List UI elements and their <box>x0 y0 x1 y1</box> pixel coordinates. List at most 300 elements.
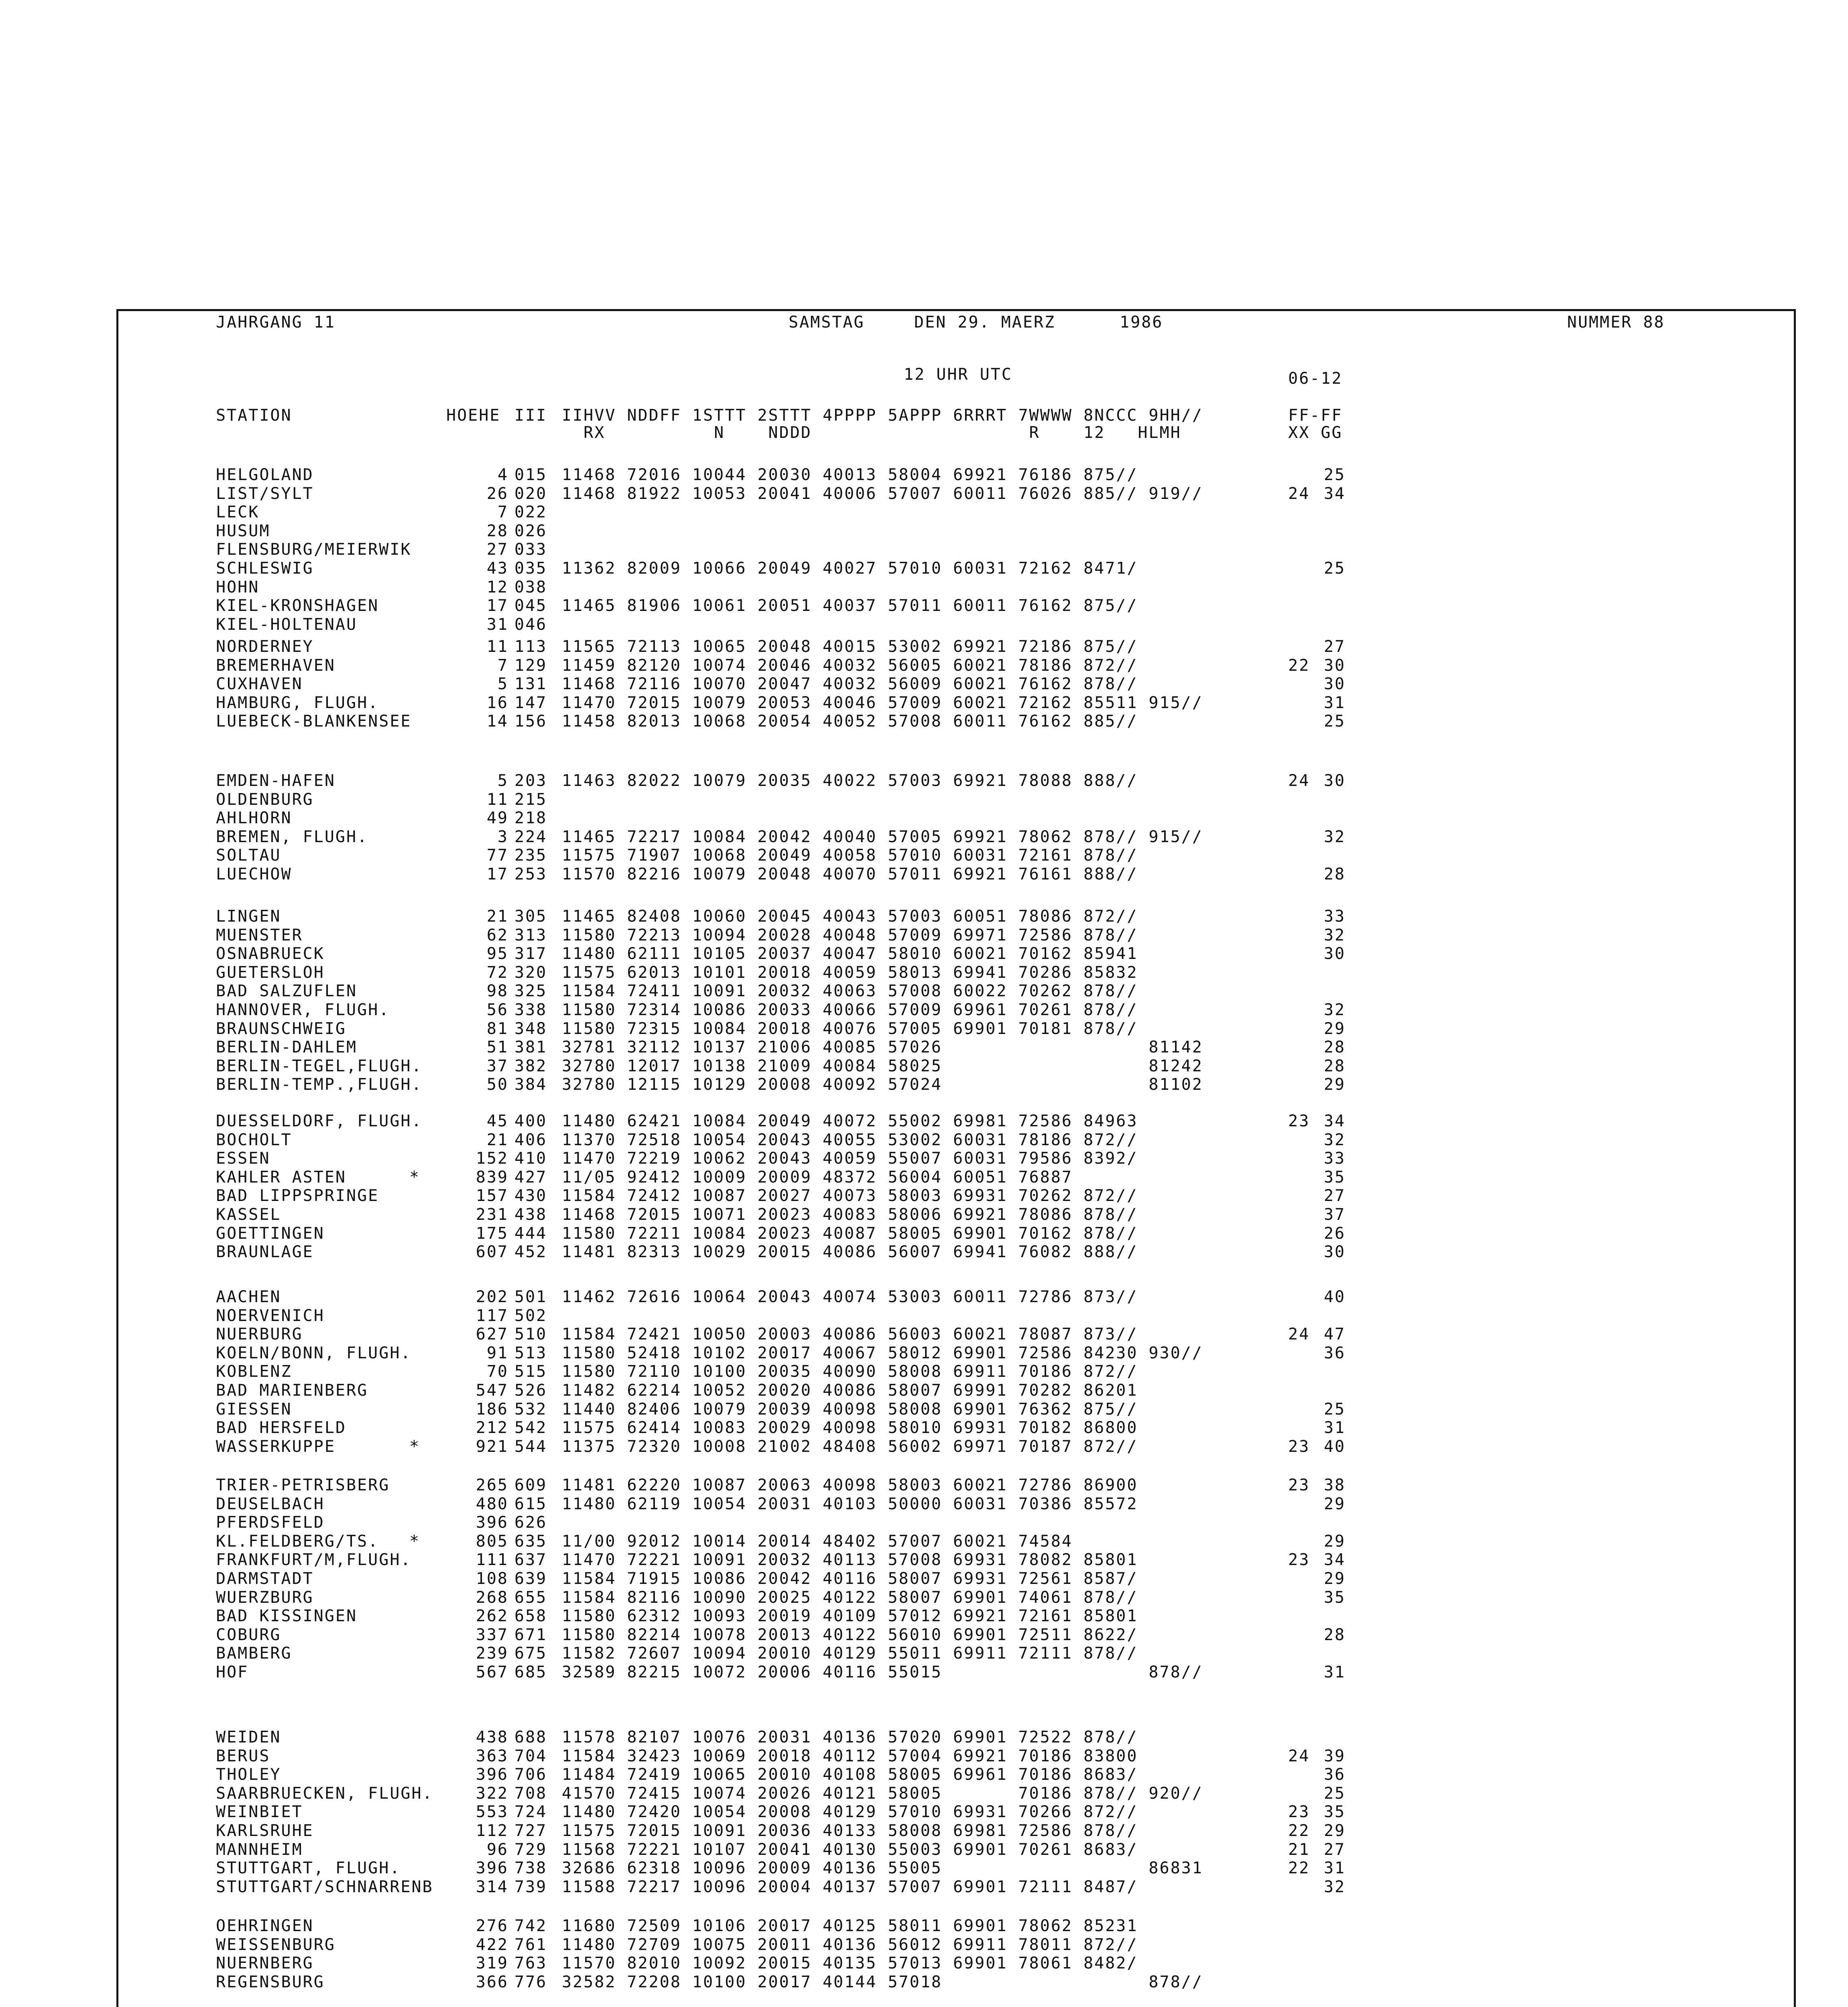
station-row <box>0 846 1848 865</box>
synop-codes: 11580 72213 10094 20028 40048 57009 69971 72586 878// <box>562 926 1138 944</box>
station-hoehe: 438 <box>476 1728 508 1746</box>
station-row <box>0 1728 1848 1746</box>
station-row <box>0 1878 1848 1896</box>
station-row <box>0 1437 1848 1456</box>
range-label: 06-12 <box>1288 369 1343 388</box>
station-name: THOLEY <box>216 1765 281 1784</box>
synop-codes: 11580 52418 10102 20017 40067 58012 69901 72586 84230 930// <box>562 1344 1203 1362</box>
gust-ff: 22 <box>1288 656 1310 675</box>
station-header: STATION <box>216 406 292 425</box>
gust-ff: 22 <box>1288 1822 1310 1840</box>
station-row <box>0 1513 1848 1532</box>
synop-codes: 11/00 92012 10014 20014 48402 57007 60021 74584 <box>562 1532 1073 1551</box>
station-name: NORDERNEY <box>216 637 314 656</box>
gust-gg: 30 <box>1323 944 1346 963</box>
station-hoehe: 805 <box>476 1532 508 1551</box>
gust-gg: 25 <box>1323 1400 1346 1419</box>
gust-gg: 35 <box>1323 1588 1346 1607</box>
station-name: DARMSTADT <box>216 1569 314 1588</box>
gust-gg: 28 <box>1323 1057 1346 1075</box>
station-name: NOERVENICH <box>216 1307 325 1325</box>
station-iii: 156 <box>514 712 547 731</box>
synop-codes: 11480 72420 10054 20008 40129 57010 69931 70266 872// <box>562 1803 1138 1821</box>
station-name: WEISSENBURG <box>216 1936 335 1954</box>
synop-codes: 11580 72315 10084 20018 40076 57005 69901 70181 878// <box>562 1020 1138 1038</box>
station-hoehe: 51 <box>486 1038 508 1056</box>
hoehe-header: HOEHE <box>446 406 501 425</box>
gust-ff: 23 <box>1288 1437 1310 1456</box>
station-iii: 685 <box>514 1663 547 1681</box>
gust-gg: 47 <box>1323 1325 1346 1343</box>
station-row <box>0 1495 1848 1513</box>
date: DEN 29. MAERZ <box>914 313 1056 332</box>
station-iii: 215 <box>514 790 547 809</box>
station-name: MANNHEIM <box>216 1840 303 1859</box>
station-iii: 015 <box>514 466 547 484</box>
station-row <box>0 637 1848 656</box>
synop-codes: 11480 62111 10105 20037 40047 58010 60021 70162 85941 <box>562 944 1138 963</box>
synop-codes: 11462 72616 10064 20043 40074 53003 60011 72786 873// <box>562 1288 1138 1306</box>
station-hoehe: 3 <box>497 828 508 846</box>
station-name: KIEL-HOLTENAU <box>216 615 358 634</box>
synop-codes: 11580 82214 10078 20013 40122 56010 69901 72511 8622/ <box>562 1626 1138 1644</box>
station-name: BREMEN, FLUGH. <box>216 828 368 846</box>
station-hoehe: 91 <box>486 1344 508 1362</box>
station-row <box>0 1803 1848 1821</box>
station-iii: 738 <box>514 1859 547 1877</box>
station-row <box>0 1644 1848 1663</box>
station-iii: 452 <box>514 1243 547 1261</box>
station-iii: 035 <box>514 559 547 578</box>
station-name: WEINBIET <box>216 1803 303 1821</box>
station-row <box>0 712 1848 731</box>
synop-codes: 11584 72411 10091 20032 40063 57008 60022 70262 878// <box>562 982 1138 1000</box>
station-iii: 729 <box>514 1840 547 1859</box>
synop-codes: 11588 72217 10096 20004 40137 57007 69901 72111 8487/ <box>562 1878 1138 1896</box>
synop-codes: 11375 72320 10008 21002 48408 56002 69971 70187 872// <box>562 1437 1138 1456</box>
gust-gg: 33 <box>1323 1149 1346 1168</box>
station-row <box>0 1588 1848 1607</box>
station-hoehe: 839 <box>476 1168 508 1187</box>
station-name: KOBLENZ <box>216 1362 292 1381</box>
station-row <box>0 1307 1848 1325</box>
station-name: GOETTINGEN <box>216 1224 325 1243</box>
station-name: FRANKFURT/M,FLUGH. <box>216 1551 412 1569</box>
synop-codes: 11468 81922 10053 20041 40006 57007 60011 76026 885// 919// <box>562 484 1203 503</box>
station-iii: 400 <box>514 1112 547 1130</box>
station-iii: 739 <box>514 1878 547 1896</box>
station-row <box>0 982 1848 1000</box>
gust-gg: 28 <box>1323 1626 1346 1644</box>
station-row <box>0 1532 1848 1551</box>
synop-codes: 11580 62312 10093 20019 40109 57012 69921 72161 85801 <box>562 1607 1138 1625</box>
station-name: MUENSTER <box>216 926 303 944</box>
gust-gg: 31 <box>1323 1859 1346 1877</box>
day: SAMSTAG <box>789 313 865 332</box>
synop-codes: 11370 72518 10054 20043 40055 53002 60031 78186 872// <box>562 1131 1138 1149</box>
station-hoehe: 45 <box>486 1112 508 1130</box>
station-iii: 113 <box>514 637 547 656</box>
station-hoehe: 7 <box>497 656 508 675</box>
station-row <box>0 1381 1848 1400</box>
station-name: SAARBRUECKEN, FLUGH. <box>216 1784 433 1803</box>
gust-gg: 27 <box>1323 1187 1346 1205</box>
station-iii: 706 <box>514 1765 547 1784</box>
gust-gg: 29 <box>1323 1532 1346 1551</box>
station-name: DEUSELBACH <box>216 1495 325 1513</box>
gust-ff: 23 <box>1288 1112 1310 1130</box>
station-hoehe: 72 <box>486 963 508 982</box>
station-hoehe: 50 <box>486 1075 508 1094</box>
synop-codes: 32780 12115 10129 20008 40092 57024 81102 <box>562 1075 1203 1094</box>
station-hoehe: 17 <box>486 865 508 883</box>
station-hoehe: 81 <box>486 1020 508 1038</box>
gust-gg: 25 <box>1323 559 1346 578</box>
station-row <box>0 1344 1848 1362</box>
synop-codes: 11468 72015 10071 20023 40083 58006 69921 78086 878// <box>562 1205 1138 1224</box>
station-name: BREMERHAVEN <box>216 656 335 675</box>
ff-header-1: FF-FF <box>1288 406 1343 425</box>
station-name: HUSUM <box>216 522 270 540</box>
station-row <box>0 484 1848 503</box>
station-hoehe: 276 <box>476 1917 508 1935</box>
station-row <box>0 1224 1848 1243</box>
station-hoehe: 17 <box>486 596 508 615</box>
station-iii: 513 <box>514 1344 547 1362</box>
gust-gg: 25 <box>1323 712 1346 731</box>
station-iii: 320 <box>514 963 547 982</box>
gust-gg: 35 <box>1323 1803 1346 1821</box>
station-name: LIST/SYLT <box>216 484 314 503</box>
station-hoehe: 396 <box>476 1859 508 1877</box>
station-row <box>0 466 1848 484</box>
station-hoehe: 314 <box>476 1878 508 1896</box>
station-iii: 671 <box>514 1626 547 1644</box>
synop-codes: 11468 72016 10044 20030 40013 58004 69921 76186 875// <box>562 466 1138 484</box>
station-row <box>0 1765 1848 1784</box>
station-iii: 639 <box>514 1569 547 1588</box>
station-iii: 410 <box>514 1149 547 1168</box>
gust-gg: 32 <box>1323 1001 1346 1019</box>
synop-codes: 11470 72015 10079 20053 40046 57009 60021 72162 85511 915// <box>562 694 1203 712</box>
station-row <box>0 1149 1848 1168</box>
bergstation-mark: * <box>409 1437 421 1456</box>
station-iii: 704 <box>514 1747 547 1765</box>
station-iii: 526 <box>514 1381 547 1400</box>
station-row <box>0 1419 1848 1437</box>
gust-ff: 24 <box>1288 1325 1310 1343</box>
gust-gg: 32 <box>1323 1131 1346 1149</box>
station-hoehe: 111 <box>476 1551 508 1569</box>
nummer: NUMMER 88 <box>1567 313 1665 332</box>
station-hoehe: 547 <box>476 1381 508 1400</box>
gust-gg: 31 <box>1323 1663 1346 1681</box>
gust-gg: 29 <box>1323 1075 1346 1094</box>
station-row <box>0 790 1848 809</box>
station-iii: 338 <box>514 1001 547 1019</box>
station-name: LUECHOW <box>216 865 292 883</box>
station-row <box>0 1325 1848 1343</box>
station-hoehe: 11 <box>486 790 508 809</box>
synop-codes: 11465 81906 10061 20051 40037 57011 60011 76162 875// <box>562 596 1138 615</box>
station-iii: 763 <box>514 1954 547 1972</box>
station-name: KOELN/BONN, FLUGH. <box>216 1344 412 1362</box>
station-name: HAMBURG, FLUGH. <box>216 694 379 712</box>
station-hoehe: 16 <box>486 694 508 712</box>
station-row <box>0 828 1848 846</box>
station-row <box>0 503 1848 521</box>
synop-codes: 11480 62119 10054 20031 40103 50000 60031 70386 85572 <box>562 1495 1138 1513</box>
station-iii: 742 <box>514 1917 547 1935</box>
synop-codes: 11584 72412 10087 20027 40073 58003 69931 70262 872// <box>562 1187 1138 1205</box>
station-iii: 510 <box>514 1325 547 1343</box>
station-name: HELGOLAND <box>216 466 314 484</box>
station-iii: 384 <box>514 1075 547 1094</box>
synop-codes: 41570 72415 10074 20026 40121 58005 70186 878// 920// <box>562 1784 1203 1803</box>
station-name: KASSEL <box>216 1205 281 1224</box>
station-hoehe: 319 <box>476 1954 508 1972</box>
station-row <box>0 1057 1848 1075</box>
station-iii: 317 <box>514 944 547 963</box>
synop-codes: 11482 62214 10052 20020 40086 58007 69991 70282 86201 <box>562 1381 1138 1400</box>
synop-codes: 11575 62013 10101 20018 40059 58013 69941 70286 85832 <box>562 963 1138 982</box>
station-hoehe: 175 <box>476 1224 508 1243</box>
station-name: SCHLESWIG <box>216 559 314 578</box>
station-name: BAD HERSFELD <box>216 1419 346 1437</box>
gust-gg: 25 <box>1323 1784 1346 1803</box>
station-row <box>0 1936 1848 1954</box>
station-name: LINGEN <box>216 907 281 926</box>
gust-gg: 27 <box>1323 637 1346 656</box>
synop-codes: 11470 72221 10091 20032 40113 57008 69931 78082 85801 <box>562 1551 1138 1569</box>
station-row <box>0 1038 1848 1056</box>
station-row <box>0 1131 1848 1149</box>
station-iii: 776 <box>514 1973 547 1991</box>
synop-codes: 11440 82406 10079 20039 40098 58008 69901 76362 875// <box>562 1400 1138 1419</box>
station-iii: 022 <box>514 503 547 521</box>
synop-codes: 11584 72421 10050 20003 40086 56003 60021 78087 873// <box>562 1325 1138 1343</box>
year: 1986 <box>1120 313 1163 332</box>
station-name: BAD SALZUFLEN <box>216 982 358 1000</box>
station-hoehe: 108 <box>476 1569 508 1588</box>
station-hoehe: 26 <box>486 484 508 503</box>
station-iii: 708 <box>514 1784 547 1803</box>
station-iii: 026 <box>514 522 547 540</box>
station-name: BAD LIPPSPRINGE <box>216 1187 379 1205</box>
station-iii: 406 <box>514 1131 547 1149</box>
gust-gg: 30 <box>1323 1243 1346 1261</box>
station-hoehe: 14 <box>486 712 508 731</box>
synop-codes: 11584 71915 10086 20042 40116 58007 69931 72561 8587/ <box>562 1569 1138 1588</box>
station-name: BAMBERG <box>216 1644 292 1663</box>
station-row <box>0 656 1848 675</box>
station-row <box>0 1288 1848 1306</box>
station-iii: 045 <box>514 596 547 615</box>
station-row <box>0 1607 1848 1625</box>
station-iii: 325 <box>514 982 547 1000</box>
station-iii: 626 <box>514 1513 547 1532</box>
station-hoehe: 202 <box>476 1288 508 1306</box>
synop-codes: 11465 72217 10084 20042 40040 57005 69921 78062 878// 915// <box>562 828 1203 846</box>
station-row <box>0 596 1848 615</box>
synop-codes: 11580 72314 10086 20033 40066 57009 69961 70261 878// <box>562 1001 1138 1019</box>
station-name: STUTTGART, FLUGH. <box>216 1859 401 1877</box>
station-hoehe: 117 <box>476 1307 508 1325</box>
station-iii: 502 <box>514 1307 547 1325</box>
gust-gg: 30 <box>1323 656 1346 675</box>
station-hoehe: 553 <box>476 1803 508 1821</box>
station-name: NUERNBERG <box>216 1954 314 1972</box>
gust-ff: 24 <box>1288 484 1310 503</box>
station-name: OSNABRUECK <box>216 944 325 963</box>
station-iii: 253 <box>514 865 547 883</box>
station-name: AHLHORN <box>216 809 292 827</box>
station-row <box>0 1663 1848 1681</box>
station-hoehe: 56 <box>486 1001 508 1019</box>
station-hoehe: 112 <box>476 1822 508 1840</box>
station-name: BERUS <box>216 1747 270 1765</box>
station-row <box>0 1973 1848 1991</box>
station-iii: 348 <box>514 1020 547 1038</box>
station-hoehe: 27 <box>486 540 508 559</box>
station-hoehe: 5 <box>497 771 508 790</box>
station-row <box>0 1917 1848 1935</box>
synop-codes: 11568 72221 10107 20041 40130 55003 69901 70261 8683/ <box>562 1840 1138 1859</box>
station-row <box>0 1400 1848 1419</box>
station-hoehe: 98 <box>486 982 508 1000</box>
synop-codes: 11484 72419 10065 20010 40108 58005 69961 70186 8683/ <box>562 1765 1138 1784</box>
station-name: TRIER-PETRISBERG <box>216 1476 390 1494</box>
station-row <box>0 771 1848 790</box>
synop-codes: 11458 82013 10068 20054 40052 57008 60011 76162 885// <box>562 712 1138 731</box>
station-hoehe: 607 <box>476 1243 508 1261</box>
station-hoehe: 37 <box>486 1057 508 1075</box>
station-row <box>0 1551 1848 1569</box>
station-hoehe: 43 <box>486 559 508 578</box>
station-hoehe: 366 <box>476 1973 508 1991</box>
station-row <box>0 540 1848 559</box>
station-hoehe: 77 <box>486 846 508 865</box>
station-row <box>0 1954 1848 1972</box>
station-iii: 224 <box>514 828 547 846</box>
station-iii: 305 <box>514 907 547 926</box>
station-name: PFERDSFELD <box>216 1513 325 1532</box>
station-name: HANNOVER, FLUGH. <box>216 1001 390 1019</box>
station-hoehe: 152 <box>476 1149 508 1168</box>
gust-gg: 25 <box>1323 466 1346 484</box>
station-hoehe: 262 <box>476 1607 508 1625</box>
station-iii: 761 <box>514 1936 547 1954</box>
station-hoehe: 5 <box>497 675 508 693</box>
station-hoehe: 212 <box>476 1419 508 1437</box>
station-hoehe: 422 <box>476 1936 508 1954</box>
time-label: 12 UHR UTC <box>904 365 1012 384</box>
synop-codes: 32686 62318 10096 20009 40136 55005 86831 <box>562 1859 1203 1877</box>
gust-gg: 30 <box>1323 675 1346 693</box>
gust-gg: 31 <box>1323 694 1346 712</box>
bergstation-mark: * <box>409 1532 421 1551</box>
station-name: GUETERSLOH <box>216 963 325 982</box>
gust-gg: 34 <box>1323 484 1346 503</box>
station-hoehe: 186 <box>476 1400 508 1419</box>
station-row <box>0 1822 1848 1840</box>
station-iii: 544 <box>514 1437 547 1456</box>
gust-gg: 27 <box>1323 1840 1346 1859</box>
station-iii: 020 <box>514 484 547 503</box>
station-hoehe: 96 <box>486 1840 508 1859</box>
station-hoehe: 480 <box>476 1495 508 1513</box>
station-iii: 515 <box>514 1362 547 1381</box>
station-iii: 444 <box>514 1224 547 1243</box>
station-name: DUESSELDORF, FLUGH. <box>216 1112 423 1130</box>
station-row <box>0 1187 1848 1205</box>
synop-codes: 32780 12017 10138 21009 40084 58025 81242 <box>562 1057 1203 1075</box>
gust-gg: 34 <box>1323 1112 1346 1130</box>
station-name: BAD KISSINGEN <box>216 1607 358 1625</box>
station-name: WASSERKUPPE <box>216 1437 335 1456</box>
gust-gg: 28 <box>1323 1038 1346 1056</box>
gust-ff: 23 <box>1288 1803 1310 1821</box>
gust-gg: 38 <box>1323 1476 1346 1494</box>
station-row <box>0 1243 1848 1261</box>
station-name: SOLTAU <box>216 846 281 865</box>
station-row <box>0 694 1848 712</box>
code-header-1: IIHVV NDDFF 1STTT 2STTT 4PPPP 5APPP 6RRRT 7WWWW 8NCCC 9HH// <box>562 406 1203 425</box>
station-name: STUTTGART/SCHNARRENB <box>216 1878 433 1896</box>
station-hoehe: 396 <box>476 1765 508 1784</box>
station-row <box>0 1840 1848 1859</box>
station-name: BERLIN-TEGEL,FLUGH. <box>216 1057 423 1075</box>
station-hoehe: 268 <box>476 1588 508 1607</box>
station-name: WEIDEN <box>216 1728 281 1746</box>
station-row <box>0 1569 1848 1588</box>
station-iii: 381 <box>514 1038 547 1056</box>
gust-gg: 29 <box>1323 1822 1346 1840</box>
gust-ff: 23 <box>1288 1551 1310 1569</box>
station-row <box>0 1168 1848 1187</box>
gust-gg: 36 <box>1323 1344 1346 1362</box>
synop-codes: 11565 72113 10065 20048 40015 53002 69921 72186 875// <box>562 637 1138 656</box>
station-iii: 501 <box>514 1288 547 1306</box>
station-row <box>0 1626 1848 1644</box>
station-hoehe: 231 <box>476 1205 508 1224</box>
bergstation-mark: * <box>409 1168 421 1187</box>
station-hoehe: 337 <box>476 1626 508 1644</box>
station-row <box>0 1020 1848 1038</box>
synop-codes: 11580 72110 10100 20035 40090 58008 69911 70186 872// <box>562 1362 1138 1381</box>
station-hoehe: 265 <box>476 1476 508 1494</box>
station-row <box>0 559 1848 578</box>
station-iii: 609 <box>514 1476 547 1494</box>
station-hoehe: 62 <box>486 926 508 944</box>
gust-ff: 22 <box>1288 1859 1310 1877</box>
station-iii: 658 <box>514 1607 547 1625</box>
station-row <box>0 963 1848 982</box>
station-name: WUERZBURG <box>216 1588 314 1607</box>
gust-ff: 24 <box>1288 771 1310 790</box>
synop-codes: 11465 82408 10060 20045 40043 57003 60051 78086 872// <box>562 907 1138 926</box>
gust-ff: 23 <box>1288 1476 1310 1494</box>
code-header-2: RX N NDDD R 12 HLMH <box>562 423 1181 442</box>
station-hoehe: 70 <box>486 1362 508 1381</box>
station-row <box>0 578 1848 596</box>
station-iii: 382 <box>514 1057 547 1075</box>
station-iii: 688 <box>514 1728 547 1746</box>
station-hoehe: 7 <box>497 503 508 521</box>
station-row <box>0 926 1848 944</box>
station-row <box>0 1784 1848 1803</box>
station-iii: 235 <box>514 846 547 865</box>
